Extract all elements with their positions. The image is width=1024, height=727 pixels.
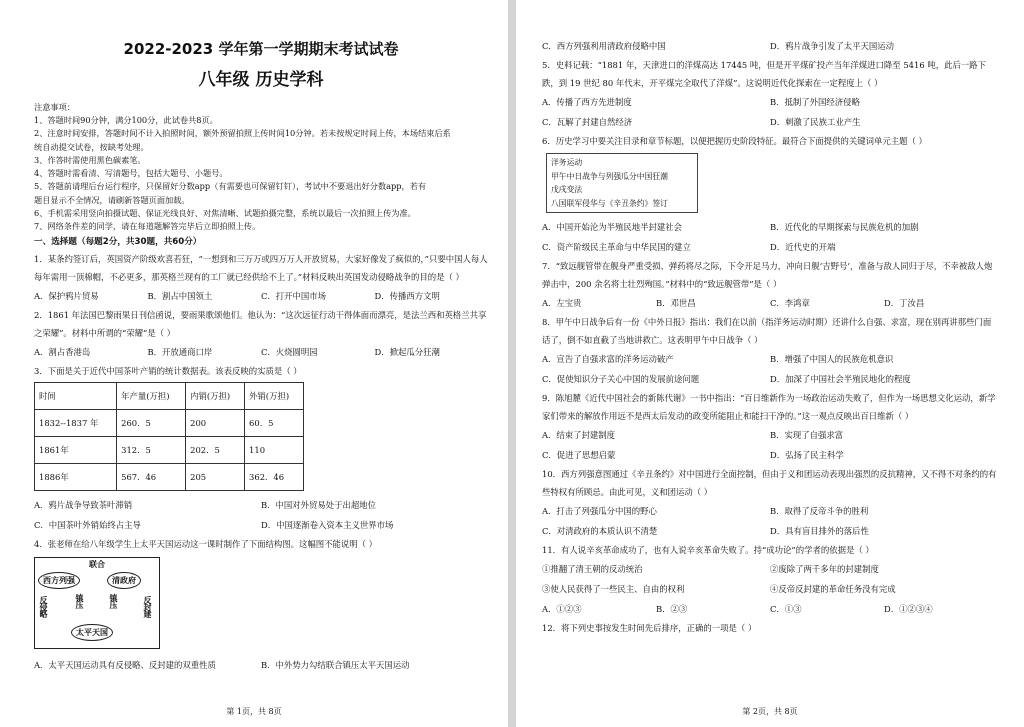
statement-item: ④反帝反封建的革命任务没有完成: [770, 584, 896, 594]
note-line: 4、答题时需看清、写清题号，包括大题号、小题号。: [34, 168, 228, 179]
note-line: 5、答题前请理后台运行程序，只保留好分数app（有需要也可保留钉钉），考试中不要退出好分数app，若有: [34, 181, 427, 192]
table-header-cell: 时间: [35, 382, 117, 409]
diagram-box-taiping: 太平天国: [71, 624, 113, 641]
option-b: B．开放通商口岸: [147, 346, 213, 357]
option-b: B．②③: [656, 604, 688, 614]
table-row: [35, 409, 304, 436]
table-cell: 1832--1837 年: [35, 409, 117, 436]
option-a: A．传播了西方先进制度: [542, 97, 632, 107]
question-8: 8．甲午中日战争后有一份《中外日报》指出：我们在以前（指洋务运动时期）还讲什么自强、求富，现在别再讲那些门面话了，倒不如直截了当地讲救亡。这表明甲午中日战争（ ）: [542, 317, 992, 345]
keyword-line: 戊戌变法: [551, 185, 583, 194]
option-d: D．中国逐渐卷入资本主义世界市场: [261, 519, 394, 530]
option-d: D．刺激了民族工业产生: [770, 117, 861, 127]
option-b: B．增强了中国人的民族危机意识: [770, 354, 894, 364]
exam-title: 2022-2023 学年第一学期期末考试试卷: [123, 40, 399, 58]
option-a: A．宣告了自强求富的洋务运动破产: [542, 354, 674, 364]
question-1-options: [34, 286, 488, 306]
option-a: A．保护鸦片贸易: [34, 290, 99, 301]
statement-item: ③使人民获得了一些民主、自由的权利: [542, 584, 685, 594]
table-header-cell: 年产量(万担): [117, 382, 186, 409]
table-header-row: [35, 382, 304, 409]
option-d: D．具有盲目排外的落后性: [770, 526, 869, 536]
option-a: A．左宝贵: [542, 298, 582, 308]
section-heading: 一、选择题（每题2分，共30题，共60分）: [34, 236, 202, 247]
page-footer: 第 1页，共 8页: [226, 707, 282, 716]
option-a: A．结束了封建制度: [542, 430, 616, 440]
option-c: C．中国茶叶外销始终占主导: [34, 519, 141, 530]
option-b: B．割占中国领土: [147, 290, 213, 301]
option-b: B．实现了自强求富: [770, 430, 844, 440]
option-b: B．近代化的早期探索与民族危机的加剧: [770, 222, 919, 232]
option-c: C．火烧圆明园: [261, 346, 318, 357]
option-c: C．李鸿章: [770, 298, 810, 308]
diagram-label-suppress-2: 镇压: [109, 593, 119, 608]
statement-item: ①推翻了清王朝的反动统治: [542, 564, 643, 574]
table-cell: 1861年: [35, 436, 117, 463]
page-gutter: [508, 0, 516, 727]
table-header-cell: 外销(万担): [245, 382, 304, 409]
keyword-line: 甲午中日战争与列强瓜分中国狂潮: [551, 171, 668, 181]
tea-statistics-table: [34, 382, 304, 491]
table-row: [35, 463, 304, 490]
notes-list: [34, 114, 488, 234]
question-9-options: [542, 425, 998, 465]
question-4-options: [34, 655, 488, 675]
table-cell: 312．5: [117, 436, 186, 463]
question-3-options: [34, 495, 488, 535]
diagram-label-anti-feudal: 反封建: [143, 595, 153, 617]
note-line: 6、手机需采用竖向拍摄试题、保证光线良好、对焦清晰、试题拍摄完整，系统以最后一次拍照上传为准。: [34, 208, 416, 219]
option-a: A．打击了列强瓜分中国的野心: [542, 506, 657, 516]
table-cell: 202．5: [186, 436, 245, 463]
option-c: C．促进了思想启蒙: [542, 450, 616, 460]
option-d: D．掀起瓜分狂潮: [374, 346, 440, 357]
question-4-options-cont: [542, 36, 998, 56]
option-b: B．抵制了外国经济侵略: [770, 97, 860, 107]
option-b: B．中外势力勾结联合镇压太平天国运动: [261, 659, 410, 670]
exam-subtitle: 八年级 历史学科: [198, 70, 324, 90]
option-d: D．近代史的开端: [770, 242, 836, 252]
option-d: D．①②③④: [884, 604, 933, 614]
question-12: 12．将下列史事按发生时间先后排序，正确的一项是（ ）: [542, 623, 757, 633]
question-8-options: [542, 349, 998, 389]
option-d: D．鸦片战争引发了太平天国运动: [770, 41, 894, 51]
question-11-options: [542, 599, 998, 619]
question-6: 6．历史学习中要关注目录和章节标题，以便把握历史阶段特征。最符合下面提供的关键词单元主题（ ）: [542, 136, 927, 146]
option-d: D．加深了中国社会半殖民地化的程度: [770, 374, 911, 384]
option-c: C．促使知识分子关心中国的发展前途问题: [542, 374, 700, 384]
table-header-cell: 内销(万担): [186, 382, 245, 409]
table-cell: 260．5: [117, 409, 186, 436]
option-c: C．对清政府的本质认识不清楚: [542, 526, 658, 536]
table-cell: 205: [186, 463, 245, 490]
option-c: C．西方列强利用清政府侵略中国: [542, 41, 666, 51]
question-10: 10．西方列强意图通过《辛丑条约》对中国进行全面控制，但由于义和团运动表现出强烈的反抗精神，又不得不对条约的有些特权有所顾忌。由此可见，义和团运动（ ）: [542, 469, 997, 497]
question-10-options: [542, 501, 998, 541]
diagram-box-qing-government: 清政府: [107, 572, 141, 589]
option-a: A．中国开始沦为半殖民地半封建社会: [542, 222, 683, 232]
note-line: 1、答题时间90分钟，满分100分，此试卷共8页。: [34, 115, 218, 125]
note-line: 3、作答时需使用黑色碳素笔。: [34, 154, 146, 165]
diagram-label-suppress-1: 镇压: [75, 593, 85, 608]
option-d: D．传播西方文明: [374, 290, 440, 301]
question-7: 7．“致远舰管带在舰身严重受损、弹药将尽之际，下令开足马力，冲向日舰‘吉野号’，准备与敌人同归于尽，不幸被敌人炮弹击中，200 余名将士壮烈殉国。”材料中的“致远舰管带”是（ ）: [542, 261, 993, 289]
question-7-options: [542, 293, 998, 313]
page-footer: 第 2页，共 8页: [742, 707, 798, 716]
diagram-label-anti-aggression: 反侵略: [39, 595, 49, 617]
statement-item: ②废除了两千多年的封建制度: [770, 564, 879, 574]
notes-heading: 注意事项：: [34, 102, 75, 112]
option-c: C．瓦解了封建自然经济: [542, 117, 633, 127]
question-11: 11．有人说辛亥革命成功了，也有人说辛亥革命失败了。持“成功论”的学者的依据是（ ）: [542, 545, 874, 555]
keyword-box: [546, 153, 698, 213]
question-9: 9．陈旭麓《近代中国社会的新陈代谢》一书中指出：“百日维新作为一场政治运动失败了，但作为一场思想文化运动，新学家们带来的解放作用远不是西太后发动的政变所能阻止和能扫干净的。”这一观点反映出百日维新（ ）: [542, 393, 996, 421]
exam-page-1: [0, 0, 508, 727]
taiping-structure-diagram: [34, 557, 160, 649]
table-cell: 110: [245, 436, 304, 463]
option-c: C．①③: [770, 604, 802, 614]
diagram-box-western-powers: 西方列强: [38, 572, 80, 589]
diagram-label-lianhe: 联合: [89, 558, 105, 569]
table-cell: 1886年: [35, 463, 117, 490]
table-cell: 567．46: [117, 463, 186, 490]
note-line: 7、网络条件差的同学，请在每道题解答完毕后立即拍照上传。: [34, 221, 261, 232]
question-5: 5．史料记载：“1881 年，天津进口的洋煤高达 17445 吨，但是开平煤矿投产当年洋煤进口降至 5416 吨，此后一路下跌，到 19 世纪 80 年代末，开平煤完全取代了洋煤”。这说明近代化探索在一定程度上（ ）: [542, 60, 986, 88]
question-11-items: [542, 559, 998, 599]
table-cell: 200: [186, 409, 245, 436]
question-6-options: [542, 217, 998, 257]
keyword-line: 洋务运动: [551, 158, 583, 167]
note-line: 题目显示不全情况，请刷新答题页面加载。: [34, 194, 190, 205]
option-d: D．弘扬了民主科学: [770, 450, 844, 460]
option-a: A．割占香港岛: [34, 346, 91, 357]
table-cell: 60．5: [245, 409, 304, 436]
option-b: B．取得了反帝斗争的胜利: [770, 506, 869, 516]
question-2: 2．1861 年法国巴黎雨果日刊信函说，要雨果歌颂他们。他认为：“这次远征行动干得体面而漂亮，是法兰西和英格兰共享之荣耀”。材料中所谓的“荣耀”是（ ）: [34, 309, 487, 338]
question-1: 1．某条约签订后，英国资产阶级欢喜若狂，“一想到和三万万或四万万人开放贸易，大家好像发了疯似的，”只要中国人每人每年需用一顶棉帽，不必更多，那英格兰现有的工厂就已经供给不上了。”材料反映出英国发动侵略战争的目的是（ ）: [34, 253, 488, 282]
option-a: A．鸦片战争导致茶叶滞销: [34, 499, 133, 510]
option-a: A．太平天国运动具有反侵略、反封建的双重性质: [34, 659, 216, 670]
option-c: C．打开中国市场: [261, 290, 327, 301]
keyword-line: 八国联军侵华与《辛丑条约》签订: [551, 198, 668, 208]
table-cell: 362．46: [245, 463, 304, 490]
option-b: B．中国对外贸易处于出超地位: [261, 499, 377, 510]
question-4: 4．张老师在给八年级学生上太平天国运动这一课时制作了下面结构图。这幅图不能说明（ ）: [34, 538, 377, 549]
question-3: 3．下面是关于近代中国茶叶产销的统计数据表。该表反映的实质是（ ）: [34, 365, 302, 376]
option-d: D．丁汝昌: [884, 298, 925, 308]
question-5-options: [542, 92, 998, 132]
table-row: [35, 436, 304, 463]
question-2-options: [34, 342, 488, 362]
option-b: B．邓世昌: [656, 298, 696, 308]
option-c: C．资产阶级民主革命与中华民国的建立: [542, 242, 691, 252]
exam-page-2: [516, 0, 1024, 727]
note-line: 统自动提交试卷，按缺考处理。: [34, 141, 149, 152]
note-line: 2、注意时间安排，答题时间不计入拍照时间，额外预留拍照上传时间10分钟。若未按规定时间上传，本场结束后系: [34, 128, 451, 139]
option-a: A．①②③: [542, 604, 582, 614]
